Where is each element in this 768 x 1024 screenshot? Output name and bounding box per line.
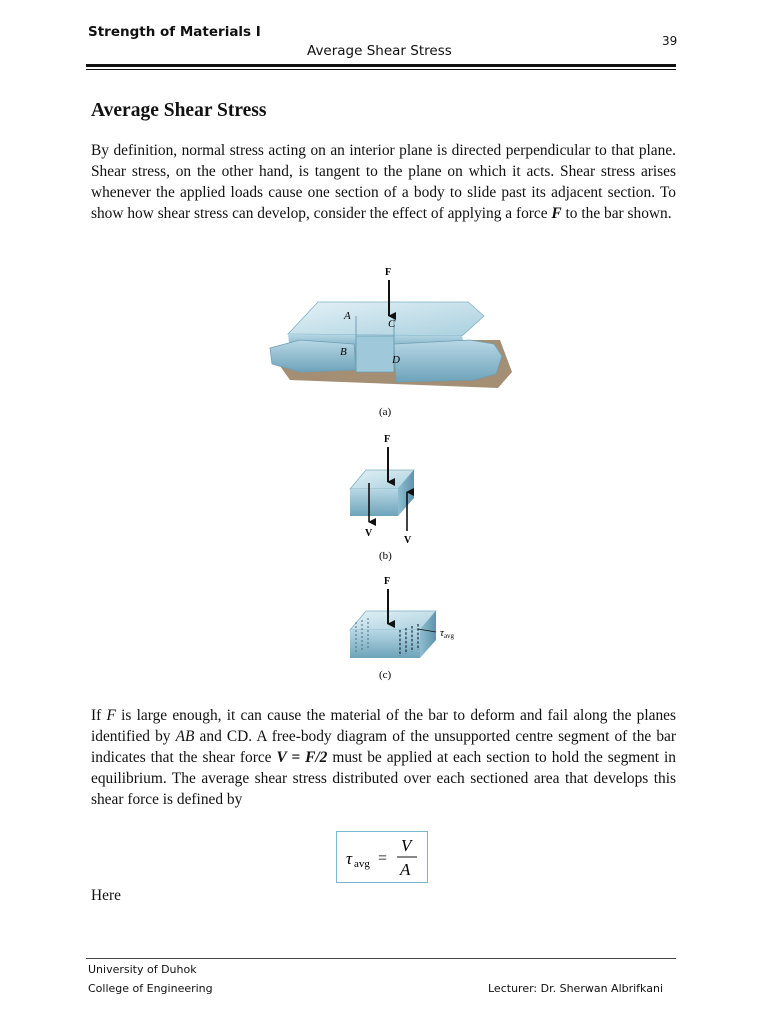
segment-b-front bbox=[350, 489, 398, 516]
point-label-a: A bbox=[344, 310, 351, 322]
intro-text-1: By definition, normal stress acting on an interior plane is directed perpendicular to that plane. Shear stress, on the other hand, is tangent to the plane on which it acts. Shear stress arises whenever the applied loads cause one section of a body to slide past its adjacent section. To show how shear stress can develop, consider the effect of applying a force bbox=[91, 142, 676, 222]
footer-university: University of Duhok bbox=[88, 963, 197, 976]
segment-c-front bbox=[350, 630, 420, 658]
tau-symbol: τ bbox=[440, 627, 444, 639]
explain-shear-equation: V = F/2 bbox=[276, 749, 328, 766]
explain-text-1: If bbox=[91, 707, 107, 724]
point-label-b: B bbox=[340, 346, 347, 358]
formula-denominator: A bbox=[400, 860, 411, 879]
intro-text-2: to the bar shown. bbox=[561, 205, 672, 222]
explain-force-symbol: F bbox=[106, 707, 116, 724]
tau-subscript: avg bbox=[443, 632, 455, 640]
figure-c bbox=[350, 576, 455, 681]
caption-a: (a) bbox=[379, 406, 392, 418]
average-shear-formula-box bbox=[336, 831, 428, 883]
header-section: Average Shear Stress bbox=[307, 43, 452, 59]
caption-b: (b) bbox=[379, 550, 392, 562]
page-title: Average Shear Stress bbox=[91, 100, 267, 121]
page-number: 39 bbox=[662, 34, 678, 48]
middle-segment-front bbox=[356, 336, 394, 372]
force-label-c: F bbox=[384, 576, 391, 587]
average-shear-formula bbox=[337, 832, 429, 884]
footer-college: College of Engineering bbox=[88, 982, 213, 995]
force-label-b: F bbox=[384, 434, 391, 445]
explain-text-2: is large enough, it can cause the material of the bar to deform and fail along the planes identified by bbox=[91, 707, 676, 745]
right-support bbox=[394, 340, 502, 382]
figure-a bbox=[270, 267, 512, 418]
shear-label-left: V bbox=[365, 528, 373, 539]
explain-text-4: must be applied at each section to hold the segment in equilibrium. The average shear stress distributed over each sectioned area that develops this shear force is defined by bbox=[91, 749, 676, 808]
force-label-a: F bbox=[385, 267, 392, 278]
shear-label-right: V bbox=[404, 535, 412, 546]
here-text: Here bbox=[91, 887, 121, 904]
formula-tau-sub: avg bbox=[354, 858, 370, 870]
bar-top bbox=[288, 302, 484, 336]
footer-rule bbox=[86, 958, 676, 959]
formula-tau: τ bbox=[346, 849, 353, 868]
point-label-d: D bbox=[392, 354, 400, 366]
caption-c: (c) bbox=[379, 669, 392, 681]
point-label-c: C bbox=[388, 318, 396, 330]
intro-force-symbol: F bbox=[551, 205, 562, 222]
formula-numerator: V bbox=[401, 836, 412, 855]
figure-b bbox=[350, 434, 414, 562]
footer-lecturer: Lecturer: Dr. Sherwan Albrifkani bbox=[488, 982, 664, 995]
explain-text-3: and CD. A free-body diagram of the unsupported centre segment of the bar indicates that the shear force bbox=[91, 728, 676, 766]
explain-plane-ab: AB bbox=[175, 728, 195, 745]
formula-equals: = bbox=[378, 850, 388, 867]
tau-label bbox=[440, 627, 455, 640]
explanation-paragraph bbox=[91, 705, 676, 810]
header-course: Strength of Materials I bbox=[88, 24, 261, 40]
